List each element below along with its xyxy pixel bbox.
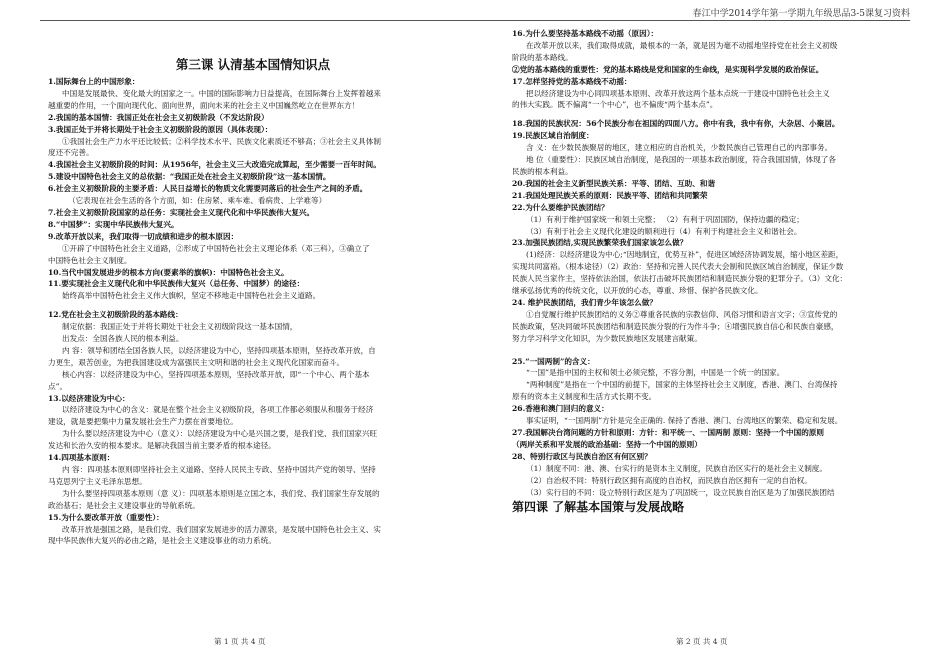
left-column-body <box>48 76 458 547</box>
text-line: “一国”是指中国的主权和领土必须完整，不容分割，中国是一个统一的国家。 <box>526 368 785 378</box>
text-line: 中国特色社会主义制度。 <box>48 255 132 265</box>
text-line: ①开辟了中国特色社会主义道路，②形成了中国特色社会主义理论体系（邓三科），③确立了 <box>62 243 370 253</box>
page-footer-right: 第 2 页 共 4 页 <box>676 637 728 646</box>
text-line: 15.为什么要改革开放（重要性）： <box>48 512 164 522</box>
text-line: 中国是发展最快、变化最大的国家之一。中国的国际影响力日益提高，在国际舞台上发挥着越来 <box>62 88 381 98</box>
text-line: 民族政策，坚决同破坏民族团结和制造民族分裂的行为作斗争；④增强民族自信心和民族自豪感， <box>512 321 839 331</box>
text-line: ②党的基本路线的重要性：党的基本路线是党和国家的生命线，是实现科学发展的政治保证。 <box>512 64 824 74</box>
page-footer-left: 第 1 页 共 4 页 <box>214 637 266 646</box>
text-line: （它表现在社会生活的各个方面，如：住房紧、乘车难、看病贵、上学难等） <box>68 196 327 206</box>
lesson-3-title: 第三课 认清基本国情知识点 <box>175 57 331 72</box>
text-line <box>48 302 458 309</box>
text-line: 地 位（重要性）：民族区域自治制度，是我国的一项基本政治制度，符合我国国情，体现了各 <box>526 155 836 165</box>
text-line: 5.建设中国特色社会主义的总依据：“我国正处在社会主义初级阶段”这一基本国情。 <box>48 172 331 182</box>
text-line: 继承弘扬优秀的传统文化，以开放的心态，尊重、珍惜、保护各民族文化。 <box>512 286 763 296</box>
text-line: 7.社会主义初级阶段国家的总任务：实现社会主义现代化和中华民族伟大复兴。 <box>48 207 315 217</box>
text-line: 发达和长治久安的根本要求。是解决我国当前主要矛盾的根本途径。 <box>48 441 276 451</box>
text-line <box>512 111 922 118</box>
text-line: 马克思列宁主义毛泽东思想。 <box>48 476 147 486</box>
text-line: 为什么要以经济建设为中心（意义）：以经济建设为中心是兴国之要，是我们党、我们国家兴旺 <box>62 429 378 439</box>
text-line: 的伟大实践。既不偏离“一个中心”，也不偏废“两个基本点”。 <box>512 100 718 110</box>
text-line: 19.民族区域自治制度： <box>512 131 594 141</box>
text-line: 努力学习科学文化知识，为少数民族地区发展建言献策。 <box>512 333 702 343</box>
text-line: 2.我国的基本国情：我国正处在社会主义初级阶段（不发达阶段） <box>48 112 269 122</box>
text-line: 制定依据：我国正处于并将长期处于社会主义初级阶段这一基本国情， <box>62 322 298 332</box>
text-line: 建设，就是要把集中力量发展社会生产力摆在首要地位。 <box>48 417 238 427</box>
text-line: （1）制度不同：港、澳、台实行的是资本主义制度，民族自治区实行的是社会主义制度。 <box>526 463 827 473</box>
text-line: 阶段的基本路线。 <box>512 52 573 62</box>
text-line: 1.国际舞台上的中国形象： <box>48 77 140 86</box>
text-line: ①自觉履行维护民族团结的义务②尊重各民族的宗教信仰、风俗习惯和语言文字；③宣传党的 <box>526 309 838 319</box>
text-line: 24. 维护民族团结，我们青少年该怎么做？ <box>512 297 657 307</box>
text-line: 政治基石；是社会主义建设事业的导航系统。 <box>48 500 200 510</box>
text-line: 为什么要坚持四项基本原则（意 义）：四项基本原则是立国之本，我们党、我们国家生存发展的 <box>62 488 380 498</box>
text-line: 14.四项基本原则： <box>48 453 115 463</box>
text-line: 把以经济建设为中心同四项基本原则、改革开放这两个基本点统一于建设中国特色社会主义 <box>526 88 830 98</box>
text-line: 8.“中国梦”：实现中华民族伟大复兴。 <box>48 219 179 229</box>
text-line: 内 容：领导和团结全国各族人民，以经济建设为中心，坚持四项基本原则，坚持改革开放，自 <box>62 345 376 355</box>
text-line: 原有的资本主义制度和生活方式长期不变。 <box>512 392 657 402</box>
page-header: 春江中学2014学年第一学期九年级思品3-5课复习资料 <box>692 9 910 19</box>
text-line: 在改革开放以来，我们取得成就，最根本的一条，就是因为毫不动摇地坚持党在社会主义初级 <box>526 40 838 50</box>
text-line: 20.我国的社会主义新型民族关系：平等、团结、互助、和谐 <box>512 178 716 188</box>
text-line: 内 容：四项基本原则即坚持社会主义道路、坚持人民民主专政、坚持中国共产党的领导、坚持 <box>62 465 376 474</box>
left-column <box>48 28 458 547</box>
text-line: 18.我国的民族状况：56个民族分布在祖国的四面八方。你中有我，我中有你，大杂居、小聚居。 <box>512 119 840 129</box>
text-line: 以经济建设为中心的含义：就是在整个社会主义初级阶段，各项工作都必须服从和服务于经济 <box>62 405 374 415</box>
header-rule <box>40 20 910 21</box>
text-line: 点”。 <box>48 381 68 391</box>
text-line: 28、特别行政区与民族自治区有何区别？ <box>512 451 652 461</box>
text-line: 10.当代中国发展进步的根本方向(要素举的旗帜)：中国特色社会主义。 <box>48 267 289 277</box>
text-line: 越重要的作用，一个面向现代化、面向世界，面向未来的社会主义中国巍然屹立在世界东方！ <box>48 100 360 110</box>
text-line: 改革开放是强国之路，是我们党、我们国家发展进步的活力源泉，是发展中国特色社会主义、实 <box>62 524 381 534</box>
text-line: 力更生，艰苦创业，为把我国建设成为富强民主文明和谐的社会主义现代化国家而奋斗。 <box>48 357 345 367</box>
text-line: 26.香港和澳门回归的意义： <box>512 404 609 414</box>
text-line: （1）有利于维护国家统一和领土完整； （2）有利于巩固国防，保持边疆的稳定； <box>526 214 804 224</box>
text-line: 16.为什么要坚持基本路线不动摇（原因）： <box>512 29 659 38</box>
text-line: (1)经济：以经济建设为中心;“因地制宜，优势互补”，促进区域经济协调发展，缩小地区差距， <box>526 250 844 260</box>
text-line: 核心内容：以经济建设为中心，坚持四项基本原则，坚持改革开放，即“一个中心、两个基本 <box>62 369 370 379</box>
right-column-body <box>512 28 922 498</box>
text-line: 11.要实现社会主义现代化和中华民族伟大复兴（总任务、中国梦）的途径： <box>48 279 305 289</box>
text-line: 出发点：全国各族人民的根本利益。 <box>62 334 184 344</box>
text-line: 12.党在社会主义初级阶段的基本路线： <box>48 310 183 320</box>
text-line: 现中华民族伟大复兴的必由之路，是社会主义建设事业的动力系统。 <box>48 536 276 546</box>
text-line: 23.加强民族团结,实现民族繁荣我们国家该怎么做？ <box>512 238 688 248</box>
text-line: （3）实行目的不同：设立特别行政区是为了巩固统一，设立民族自治区是为了加强民族团结 <box>526 487 835 497</box>
text-line: 始终高举中国特色社会主义伟大旗帜，坚定不移地走中国特色社会主义道路。 <box>62 291 321 301</box>
text-line: 事实证明，“一国两制”方针是完全正确的. 保持了香港、澳门、台湾地区的繁荣、稳定和发展。 <box>526 416 843 426</box>
text-line: 6.社会主义初级阶段的主要矛盾：人民日益增长的物质文化需要同落后的社会生产之间的矛盾。 <box>48 184 368 194</box>
right-column <box>512 28 922 515</box>
text-line: 含 义：在少数民族聚居的地区，建立相应的自治机关，少数民族自己管理自己的内部事务。 <box>526 143 833 153</box>
text-line: 27.我国解决台湾问题的方针和原则：方针：和平统一、一国两制 原则：坚持一个中国的原则 <box>512 428 825 437</box>
text-line: 17.怎样坚持党的基本路线不动摇： <box>512 76 632 86</box>
text-line: 实现共同富裕。（根本途径）（2）政治：坚持和完善人民代表大会制和民族区域自治制度，保证少数 <box>512 262 844 272</box>
lesson-4-title: 第四课 了解基本国策与发展战略 <box>512 500 685 515</box>
text-line: 25.“一国两制”的含义： <box>512 356 595 366</box>
text-line: “两种制度”是指在一个中国的前提下，国家的主体坚持社会主义制度，香港、澳门、台湾保持 <box>526 380 838 390</box>
text-line: （3）有利于社会主义现代化建设的顺利进行（4）有利于构建社会主义和谐社会。 <box>526 226 802 236</box>
text-line: （2）自治权不同：特别行政区拥有高度的自治权，而民族自治区拥有一定的自治权。 <box>526 475 812 485</box>
text-line: 4.我国社会主义初级阶段的时间：从1956年，社会主义三大改造完成算起，至少需要一百年时间。 <box>48 160 381 170</box>
text-line: 13.以经济建设为中心： <box>48 393 130 403</box>
text-line: 21.我国处理民族关系的原则：民族平等、团结和共同繁荣 <box>512 190 708 200</box>
text-line: ①我国社会生产力水平还比较低；②科学技术水平、民族文化素质还不够高；③社会主义具体制 <box>62 136 381 146</box>
text-line: 3.我国正处于并将长期处于社会主义初级阶段的原因（具体表现）： <box>48 124 273 134</box>
text-line: 22.为什么要维护民族团结？ <box>512 202 609 212</box>
text-line: 民族的根本利益。 <box>512 166 573 176</box>
text-line: 民族人民当家作主，坚持依法治国，依法打击破坏民族团结和制造民族分裂的犯罪分子。（3）文化： <box>512 274 848 284</box>
text-line: （两岸关系和平发展的政治基础：坚持一个中国的原则） <box>512 439 702 449</box>
text-line <box>512 345 922 356</box>
text-line: 度还不完善。 <box>48 148 94 158</box>
text-line: 9.改革开放以来，我们取得一切成绩和进步的根本原因： <box>48 231 239 241</box>
